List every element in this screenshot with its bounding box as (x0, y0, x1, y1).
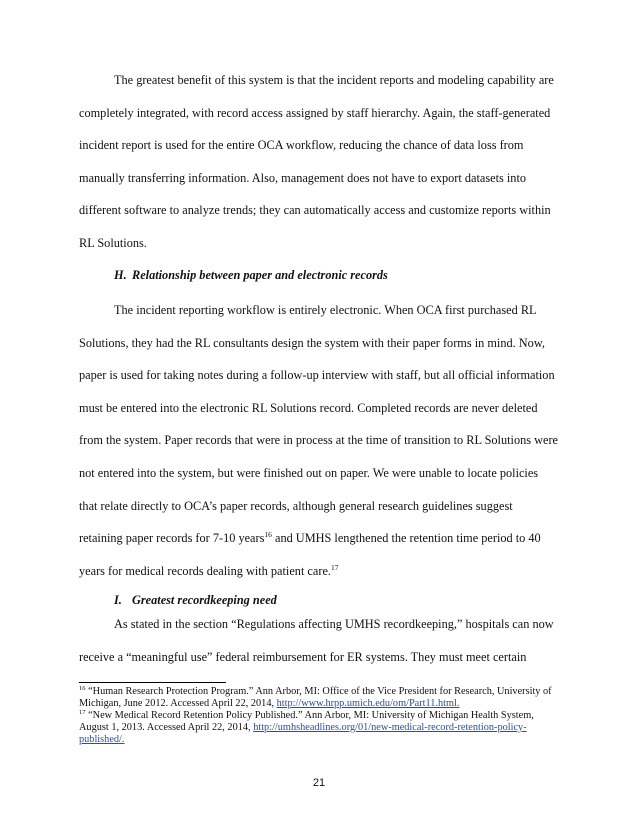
footnote-text: “Human Research Protection Program.” Ann Arbor, MI: Office of the Vice President for Research, University of (85, 686, 552, 697)
text-line: incident report is used for the entire OCA workflow, reducing the chance of data loss from (79, 138, 524, 153)
footnote-16-link[interactable]: http://www.hrpp.umich.edu/om/Part11.html. (276, 697, 460, 709)
text-line: As stated in the section “Regulations affecting UMHS recordkeeping,” hospitals can now (114, 617, 554, 631)
text-line: receive a “meaningful use” federal reimbursement for ER systems. They must meet certain (79, 649, 527, 664)
text-line: different software to analyze trends; they can automatically access and customize reports within (79, 203, 551, 218)
footnote-17-line (79, 710, 569, 722)
footnote-separator (79, 682, 226, 683)
footnote-text: August 1, 2013. Accessed April 22, 2014, (79, 721, 254, 733)
text-line: paper is used for taking notes during a follow-up interview with staff, but all official information (79, 368, 555, 383)
text-line: The greatest benefit of this system is that the incident reports and modeling capability are (114, 73, 554, 87)
text-line: not entered into the system, but were finished out on paper. We were unable to locate policies (79, 465, 539, 480)
footnote-text: Michigan, June 2012. Accessed April 22, 2014, (79, 697, 277, 709)
text-line: completely integrated, with record access assigned by staff hierarchy. Again, the staff-generated (79, 105, 551, 120)
footnote-ref-16[interactable]: 16 (264, 530, 272, 540)
footnote-number: 16 (79, 685, 86, 692)
section-title: Greatest recordkeeping need (132, 593, 277, 607)
text-line: The incident reporting workflow is entirely electronic. When OCA first purchased RL (114, 303, 537, 317)
text-span: retaining paper records for 7-10 years (79, 531, 265, 546)
footnotes (79, 686, 569, 746)
footnote-text: “New Medical Record Retention Policy Published.” Ann Arbor, MI: University of Michigan Health System, (85, 709, 534, 721)
paragraph-paper-electronic (79, 300, 569, 593)
footnote-17-link[interactable]: http://umhsheadlines.org/01/new-medical-record-retention-policy- (253, 721, 527, 733)
footnote-16-line (79, 698, 569, 710)
text-line (79, 528, 569, 561)
text-line: from the system. Paper records that were in process at the time of transition to RL Solutions were (79, 433, 559, 448)
footnote-17-line (79, 722, 569, 734)
footnote-number: 17 (79, 708, 86, 716)
text-line: that relate directly to OCA’s paper records, although general research guidelines suggest (79, 498, 513, 513)
footnote-ref-17[interactable]: 17 (330, 562, 339, 572)
section-heading-i (114, 593, 277, 608)
paragraph-recordkeeping-need (79, 614, 569, 679)
paragraph-system-benefit (79, 70, 569, 266)
section-heading-h (114, 268, 388, 283)
section-letter: H. (114, 268, 127, 282)
text-line: RL Solutions. (79, 235, 147, 250)
text-span: years for medical records dealing with patient care. (79, 563, 331, 578)
section-title: Relationship between paper and electronic records (132, 268, 388, 282)
text-line (79, 561, 569, 594)
text-line: Solutions, they had the RL consultants design the system with their paper forms in mind. Now, (79, 335, 545, 350)
text-line: must be entered into the electronic RL Solutions record. Completed records are never deleted (79, 400, 538, 415)
footnote-17-link-continued[interactable]: published/. (79, 733, 125, 745)
text-line: manually transferring information. Also, management does not have to export datasets into (79, 170, 527, 185)
footnote-16-line (79, 686, 569, 698)
section-letter: I. (114, 593, 122, 607)
footnote-17-line (79, 734, 569, 746)
page-number: 21 (312, 777, 326, 789)
text-span: and UMHS lengthened the retention time period to 40 (271, 531, 541, 546)
